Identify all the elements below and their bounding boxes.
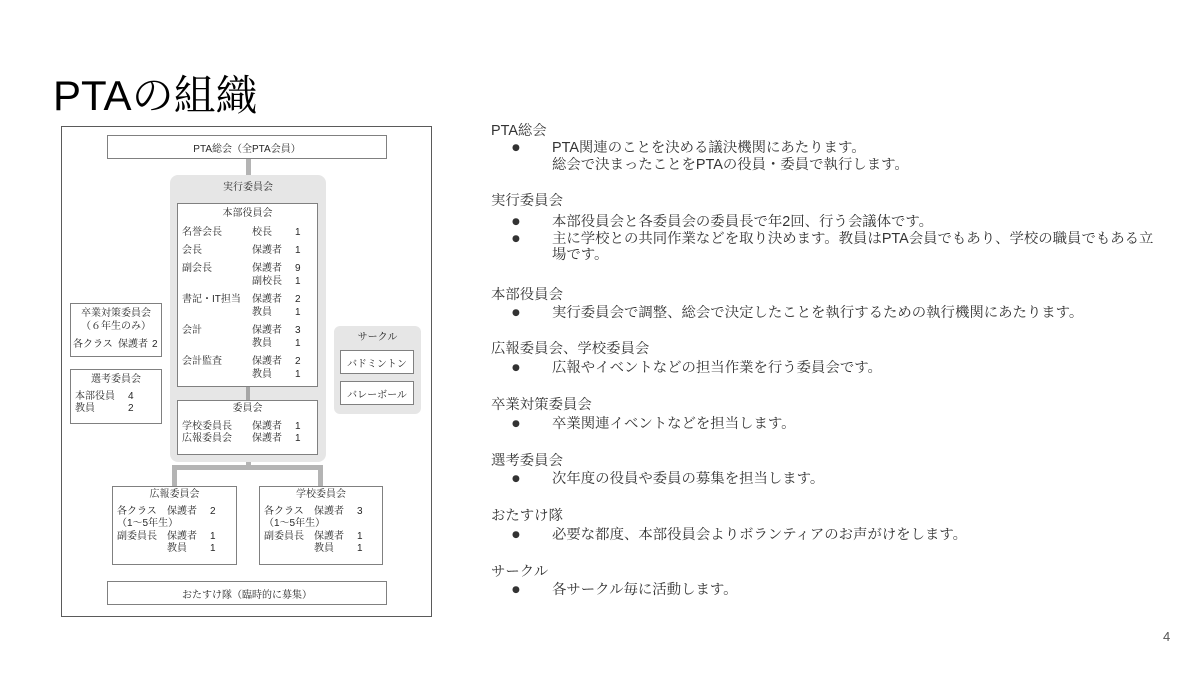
slide-title: PTAの組織 [53, 72, 258, 119]
hq-row [182, 324, 317, 350]
circles-title: サークル [357, 332, 398, 343]
selection-row [75, 391, 161, 403]
member-group: 保護者 [167, 506, 197, 517]
member-group: 教員 [167, 543, 187, 555]
bullet-line: ● 各サークル毎に活動します。 [552, 582, 738, 598]
circle-label: バレーボール [347, 389, 407, 401]
member-group: 保護者 [252, 245, 282, 256]
member-count: 1 [295, 369, 301, 380]
member-group: 教員 [314, 543, 334, 555]
member-count: 1 [295, 307, 301, 318]
member-count: 1 [210, 530, 216, 542]
member-role: 各クラス [73, 339, 113, 350]
connector-line [172, 465, 177, 486]
graduation-committee-box [70, 303, 162, 357]
graduation-committee-detail [71, 338, 161, 351]
section-pr-school-committees [491, 341, 1162, 377]
member-count: 2 [128, 403, 134, 414]
member-count: 1 [295, 338, 301, 349]
section-heading: サークル [491, 564, 549, 580]
section-executive-committee [491, 193, 1162, 264]
hq-members [252, 293, 301, 319]
section-bullets [491, 527, 1162, 544]
general-meeting-box [107, 135, 387, 159]
executive-committee-group [170, 175, 326, 462]
member-role: 副委員長 [117, 530, 157, 542]
bullet-item [491, 416, 1162, 433]
hq-role: 会計監査 [182, 356, 222, 367]
section-bullets [491, 140, 1162, 173]
bullet-line: ● 卒業関連イベントなどを担当します。 [552, 416, 796, 432]
section-heading: 卒業対策委員会 [491, 397, 592, 413]
hq-member [252, 368, 301, 381]
section-heading: PTA総会 [491, 123, 547, 139]
class-reps-row [264, 506, 382, 518]
bullet-line: 総会で決まったことをPTAの役員・委員で執行します。 [552, 156, 909, 173]
school-committee-title: 学校委員会 [296, 489, 346, 500]
bullet-item [491, 582, 1162, 599]
member-count: 2 [295, 356, 301, 367]
hq-role: 副会長 [182, 263, 212, 274]
pr-committee-lines [113, 506, 236, 556]
member-role: 各クラス [117, 506, 157, 517]
member-group: 教員 [252, 307, 272, 318]
member-group: 教員 [252, 338, 272, 349]
hq-member [252, 262, 301, 275]
hq-role: 会長 [182, 245, 202, 256]
member-group: 校長 [252, 227, 272, 238]
headquarters-box [177, 203, 318, 387]
hq-role: 書記・IT担当 [182, 294, 241, 305]
committees-title: 委員会 [232, 403, 263, 414]
member-count: 1 [210, 543, 216, 555]
section-general-meeting [491, 123, 1162, 173]
bullet-line: ● PTA関連のことを決める議決機関にあたります。 [552, 140, 866, 156]
section-bullets [491, 305, 1162, 322]
bullet-item [491, 140, 1162, 173]
helpers-box [107, 581, 387, 605]
committee-role: 広報委員会 [182, 433, 232, 444]
member-count: 2 [295, 294, 301, 305]
hq-members [252, 226, 301, 239]
hq-members [252, 324, 301, 350]
bullet-line: ● 必要な都度、本部役員会よりボランティアのお声がけをします。 [552, 527, 968, 543]
section-bullets [491, 360, 1162, 377]
school-committee-lines [260, 506, 382, 556]
member-group: 保護者 [252, 294, 282, 305]
member-group: 本部役員 [75, 391, 115, 402]
member-count: 1 [357, 543, 363, 555]
section-circles [491, 564, 1162, 599]
committees-rows [178, 421, 317, 445]
hq-member [252, 306, 301, 319]
member-count: 3 [295, 325, 301, 336]
vice-chair-row [264, 531, 382, 543]
member-group: 保護者 [252, 356, 282, 367]
connector-line [246, 387, 250, 400]
graduation-committee-title: 卒業対策委員会 [81, 308, 151, 319]
class-reps-row [117, 506, 236, 518]
committee-row [182, 421, 317, 433]
class-reps-note: （1～5年生） [117, 518, 179, 530]
hq-member [252, 293, 301, 306]
general-meeting-label: PTA総会（全PTA会員） [193, 143, 301, 155]
vice-chair-row [117, 543, 236, 555]
hq-member [252, 226, 301, 239]
graduation-committee-note: （６年生のみ） [81, 321, 151, 332]
member-group: 保護者 [252, 325, 282, 336]
hq-role: 名誉会長 [182, 227, 222, 238]
selection-row [75, 403, 161, 415]
member-group: 保護者 [252, 263, 282, 274]
member-group: 教員 [252, 369, 272, 380]
executive-committee-title: 実行委員会 [223, 182, 273, 193]
hq-role: 会計 [182, 325, 202, 336]
member-count: 2 [210, 506, 216, 517]
section-bullets [491, 416, 1162, 433]
section-bullets [491, 471, 1162, 488]
hq-member [252, 275, 301, 288]
headquarters-title: 本部役員会 [222, 208, 273, 219]
selection-committee-rows [71, 391, 161, 415]
committee-role: 学校委員長 [182, 421, 232, 432]
bullet-line: ● 本部役員会と各委員会の委員長で年2回、行う会議体です。 [552, 214, 934, 230]
bullet-line: ● 広報やイベントなどの担当作業を行う委員会です。 [552, 360, 882, 376]
member-group: 保護者 [314, 530, 344, 542]
section-heading: 本部役員会 [491, 287, 563, 303]
circle-item-volleyball [340, 381, 414, 405]
section-headquarters [491, 287, 1162, 322]
bullet-line: ● 実行委員会で調整、総会で決定したことを執行するための執行機関にあたります。 [552, 305, 1084, 321]
hq-row [182, 355, 317, 381]
school-committee-box [259, 486, 383, 565]
hq-members [252, 244, 301, 257]
bullet-item [491, 231, 1162, 264]
class-reps-note: （1～5年生） [264, 518, 326, 530]
hq-member [252, 244, 301, 257]
connector-line [172, 465, 323, 470]
connector-line [318, 465, 323, 486]
section-heading: おたすけ隊 [491, 508, 563, 524]
member-group: 保護者 [252, 421, 282, 432]
bullet-item [491, 305, 1162, 322]
member-role: 各クラス [264, 506, 304, 517]
hq-row [182, 293, 317, 319]
member-count: 1 [295, 433, 301, 444]
member-group: 保護者 [167, 530, 197, 542]
member-count: 4 [128, 391, 134, 402]
member-group: 教員 [75, 403, 95, 414]
page-number: 4 [1163, 629, 1171, 644]
section-graduation-committee [491, 397, 1162, 433]
vice-chair-row [264, 543, 382, 555]
member-count: 1 [295, 276, 301, 287]
member-count: 1 [357, 530, 363, 542]
member-group: 保護者 [118, 339, 148, 350]
member-count: 1 [295, 421, 301, 432]
member-group: 副校長 [252, 276, 282, 287]
circles-group [334, 326, 421, 414]
hq-row [182, 262, 317, 288]
bullet-line: ● 次年度の役員や委員の募集を担当します。 [552, 471, 825, 487]
hq-member [252, 324, 301, 337]
member-count: 9 [295, 263, 301, 274]
section-heading: 選考委員会 [491, 453, 563, 469]
hq-members [252, 355, 301, 381]
hq-row [182, 226, 317, 239]
bullet-item [491, 214, 1162, 231]
headquarters-rows [178, 226, 317, 381]
helpers-label: おたすけ隊（臨時的に募集） [182, 589, 312, 601]
section-bullets [491, 214, 1162, 264]
circle-item-badminton [340, 350, 414, 374]
committee-row [182, 433, 317, 445]
section-heading: 実行委員会 [491, 193, 563, 209]
member-count: 1 [295, 245, 301, 256]
selection-committee-box [70, 369, 162, 424]
member-count: 1 [295, 227, 301, 238]
org-chart [61, 126, 432, 617]
member-group: 保護者 [314, 506, 344, 517]
hq-row [182, 244, 317, 257]
circle-label: バドミントン [347, 358, 407, 370]
member-count: 3 [357, 506, 363, 517]
bullet-item [491, 527, 1162, 544]
member-role: 副委員長 [264, 530, 304, 542]
section-bullets [491, 582, 1162, 599]
pr-committee-box [112, 486, 237, 565]
selection-committee-title: 選考委員会 [91, 374, 141, 385]
section-heading: 広報委員会、学校委員会 [491, 341, 650, 357]
committees-box [177, 400, 318, 455]
hq-member [252, 337, 301, 350]
section-helpers [491, 508, 1162, 544]
member-group: 保護者 [252, 433, 282, 444]
bullet-line: ● 主に学校との共同作業などを取り決めます。教員はPTA会員でもあり、学校の職員でもある立場です。 [552, 230, 1154, 263]
pr-committee-title: 広報委員会 [149, 489, 200, 500]
section-selection-committee [491, 453, 1162, 488]
connector-line [246, 159, 251, 175]
bullet-item [491, 471, 1162, 488]
vice-chair-row [117, 531, 236, 543]
hq-members [252, 262, 301, 288]
member-count: 2 [152, 339, 158, 350]
hq-member [252, 355, 301, 368]
bullet-item [491, 360, 1162, 377]
